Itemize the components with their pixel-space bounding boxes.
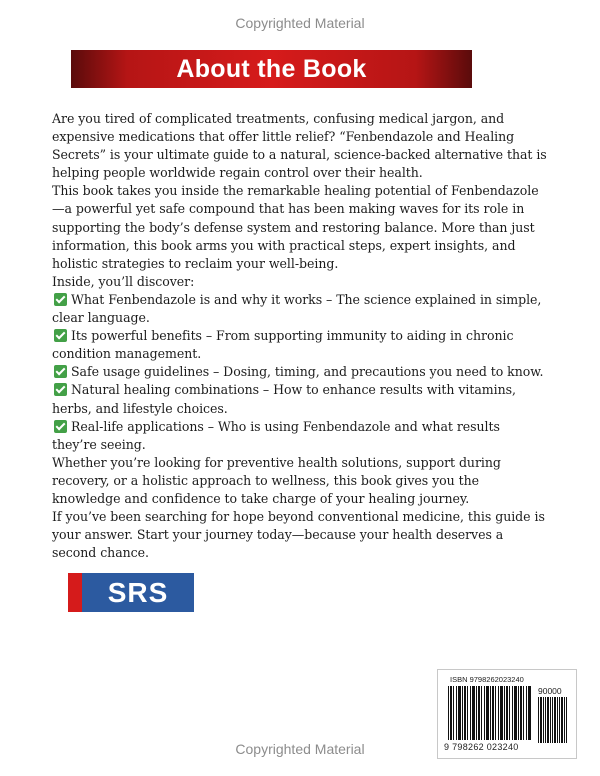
publisher-logo bbox=[68, 573, 194, 612]
intro-paragraph: This book takes you inside the remarkable healing potential of Fenbendazole—a powerful yet safe compound that has been making waves for its role in supporting the body’s defense system and restoring balance. More than just information, this book arms you with practical steps, expert insights, and holistic strategies to reclaim your well-being. bbox=[52, 183, 539, 271]
discovery-item bbox=[52, 418, 548, 454]
barcode-bars-icon bbox=[448, 686, 532, 740]
copyright-watermark-top: Copyrighted Material bbox=[235, 15, 365, 31]
barcode-digits: 9 798262 023240 bbox=[444, 742, 519, 752]
discovery-item bbox=[52, 327, 548, 363]
isbn-label: ISBN 9798262023240 bbox=[450, 675, 524, 684]
check-mark-icon bbox=[54, 293, 67, 306]
logo-blue-box bbox=[82, 573, 194, 612]
intro-paragraph: Are you tired of complicated treatments, confusing medical jargon, and expensive medications that offer little relief? “Fenbendazole and Healing Secrets” is your ultimate guide to a natural, science-backed alternative that is helping people worldwide regain control over their health. bbox=[52, 111, 547, 181]
section-banner bbox=[71, 50, 472, 88]
discovery-text: Its powerful benefits – From supporting immunity to aiding in chronic condition management. bbox=[52, 328, 514, 362]
publisher-logo-text: SRS bbox=[107, 576, 169, 608]
check-mark-icon bbox=[54, 383, 67, 396]
discovery-text: Safe usage guidelines – Dosing, timing, and precautions you need to know. bbox=[71, 364, 544, 380]
discovery-text: What Fenbendazole is and why it works – The science explained in simple, clear language. bbox=[52, 291, 542, 326]
section-heading: About the Book bbox=[176, 54, 367, 83]
closing-paragraph: Whether you’re looking for preventive health solutions, support during recovery, or a holistic approach to wellness, this book gives you the knowledge and confidence to take charge of your healing journey. bbox=[52, 454, 501, 506]
discovery-item bbox=[52, 291, 548, 327]
check-mark-icon bbox=[54, 365, 67, 378]
barcode-addon-number: 90000 bbox=[538, 686, 562, 696]
barcode-addon-bars-icon bbox=[538, 697, 568, 743]
closing-paragraph: If you’ve been searching for hope beyond conventional medicine, this guide is your answer. Start your journey today—because your health deserves a second chance. bbox=[52, 509, 545, 561]
discovery-item bbox=[52, 381, 548, 417]
logo-red-stripe bbox=[68, 573, 82, 612]
discovery-text: Real-life applications – Who is using Fenbendazole and what results they’re seeing. bbox=[52, 418, 500, 452]
copyright-watermark-bottom: Copyrighted Material bbox=[235, 741, 365, 757]
book-description bbox=[52, 110, 548, 562]
discover-heading: Inside, you’ll discover: bbox=[52, 273, 195, 289]
discovery-item bbox=[52, 363, 548, 381]
check-mark-icon bbox=[54, 329, 67, 342]
check-mark-icon bbox=[54, 420, 67, 433]
discovery-text: Natural healing combinations – How to enhance results with vitamins, herbs, and lifestyle choices. bbox=[52, 382, 516, 416]
